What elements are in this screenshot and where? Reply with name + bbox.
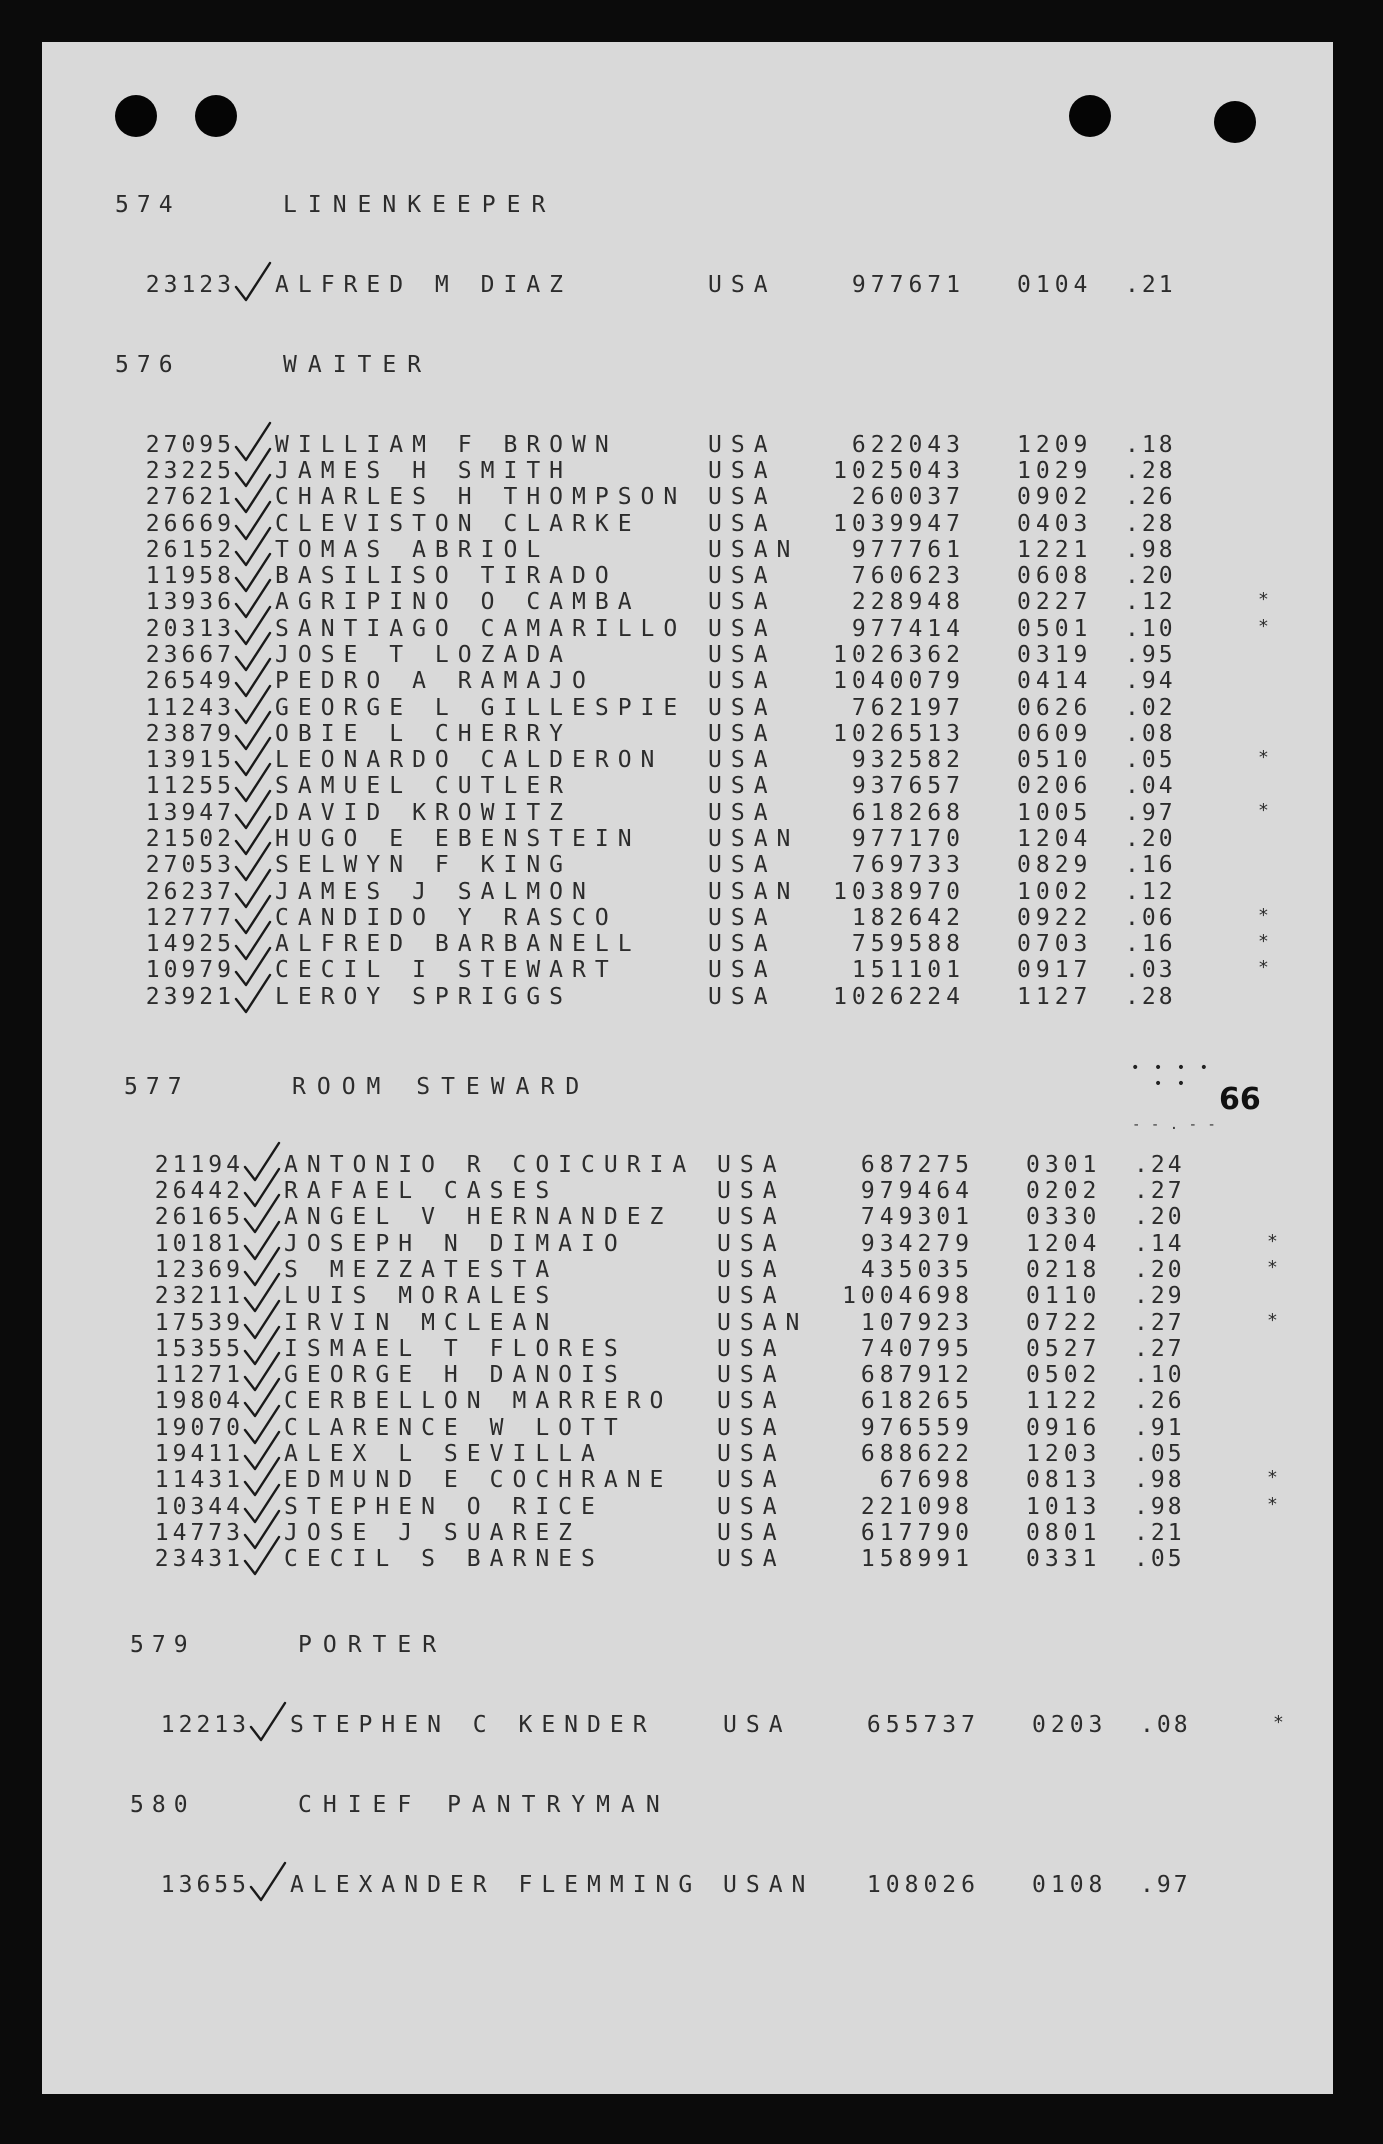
- rate-value: .98: [1134, 1467, 1185, 1493]
- rate-value: .21: [1125, 272, 1176, 298]
- nationality: USA: [708, 931, 777, 957]
- page-mark: 66: [1219, 1082, 1261, 1117]
- date-code: 0202: [1026, 1178, 1102, 1204]
- crew-name: JAMES H SMITH: [275, 458, 573, 484]
- crew-code: 12777: [145, 905, 235, 931]
- crew-name: CECIL I STEWART: [275, 957, 618, 983]
- date-code: 0916: [1026, 1415, 1102, 1441]
- document-number: 749301: [860, 1204, 974, 1230]
- rate-value: .05: [1134, 1546, 1185, 1572]
- date-code: 0331: [1026, 1546, 1102, 1572]
- nationality: USA: [717, 1546, 786, 1572]
- date-code: 1127: [1017, 984, 1093, 1010]
- crew-name: CANDIDO Y RASCO: [275, 905, 618, 931]
- nationality: USAN: [723, 1872, 815, 1898]
- rate-value: .16: [1125, 852, 1176, 878]
- asterisk-mark: *: [1267, 1310, 1278, 1331]
- crew-code: 13655: [160, 1872, 250, 1898]
- nationality: USA: [708, 589, 777, 615]
- rate-value: .26: [1125, 484, 1176, 510]
- crew-code: 11431: [154, 1467, 244, 1493]
- crew-code: 26669: [145, 511, 235, 537]
- rate-value: .12: [1125, 589, 1176, 615]
- nationality: USA: [708, 747, 777, 773]
- nationality: USA: [717, 1415, 786, 1441]
- crew-name: EDMUND E COCHRANE: [284, 1467, 673, 1493]
- document-number: 655737: [866, 1712, 980, 1738]
- pencil-dots: • • • • • •: [1131, 1060, 1212, 1092]
- rate-value: .27: [1134, 1310, 1185, 1336]
- crew-code: 27095: [145, 432, 235, 458]
- rate-value: .04: [1125, 773, 1176, 799]
- rate-value: .24: [1134, 1152, 1185, 1178]
- nationality: USA: [717, 1494, 786, 1520]
- nationality: USA: [708, 984, 777, 1010]
- crew-name: STEPHEN C KENDER: [290, 1712, 656, 1738]
- document-number: 1038970: [833, 879, 965, 905]
- rate-value: .12: [1125, 879, 1176, 905]
- punch-hole: [1214, 101, 1256, 143]
- crew-name: PEDRO A RAMAJO: [275, 668, 595, 694]
- asterisk-mark: *: [1267, 1257, 1278, 1278]
- nationality: USA: [717, 1467, 786, 1493]
- crew-name: S MEZZATESTA: [284, 1257, 559, 1283]
- document-number: 221098: [860, 1494, 974, 1520]
- nationality: USA: [708, 511, 777, 537]
- document-number: 1040079: [833, 668, 965, 694]
- crew-code: 10181: [154, 1231, 244, 1257]
- date-code: 1029: [1017, 458, 1093, 484]
- nationality: USAN: [708, 537, 800, 563]
- rate-value: .98: [1125, 537, 1176, 563]
- crew-name: STEPHEN O RICE: [284, 1494, 604, 1520]
- section-title: WAITER: [283, 352, 433, 378]
- document-number: 151101: [851, 957, 965, 983]
- date-code: 0330: [1026, 1204, 1102, 1230]
- crew-name: SANTIAGO CAMARILLO: [275, 616, 687, 642]
- date-code: 1122: [1026, 1388, 1102, 1414]
- crew-code: 27053: [145, 852, 235, 878]
- nationality: USA: [708, 721, 777, 747]
- nationality: USA: [723, 1712, 792, 1738]
- check-mark-icon: [233, 972, 273, 1016]
- crew-code: 14773: [154, 1520, 244, 1546]
- document-page: [42, 42, 1333, 2094]
- crew-name: TOMAS ABRIOL: [275, 537, 550, 563]
- date-code: 0203: [1032, 1712, 1108, 1738]
- nationality: USA: [708, 957, 777, 983]
- document-number: 1026513: [833, 721, 965, 747]
- asterisk-mark: *: [1258, 905, 1269, 926]
- nationality: USA: [717, 1204, 786, 1230]
- document-number: 108026: [866, 1872, 980, 1898]
- nationality: USA: [708, 484, 777, 510]
- rate-value: .10: [1125, 616, 1176, 642]
- nationality: USA: [717, 1362, 786, 1388]
- document-number: 977170: [851, 826, 965, 852]
- section-title: PORTER: [298, 1632, 448, 1658]
- date-code: 1221: [1017, 537, 1093, 563]
- rate-value: .28: [1125, 511, 1176, 537]
- asterisk-mark: *: [1258, 957, 1269, 978]
- crew-code: 11243: [145, 695, 235, 721]
- date-code: 1204: [1026, 1231, 1102, 1257]
- crew-code: 17539: [154, 1310, 244, 1336]
- date-code: 0403: [1017, 511, 1093, 537]
- crew-code: 12213: [160, 1712, 250, 1738]
- nationality: USA: [717, 1231, 786, 1257]
- rate-value: .08: [1140, 1712, 1191, 1738]
- section-number: 579: [130, 1632, 196, 1658]
- crew-code: 14925: [145, 931, 235, 957]
- document-number: 977671: [851, 272, 965, 298]
- crew-name: ISMAEL T FLORES: [284, 1336, 627, 1362]
- document-number: 228948: [851, 589, 965, 615]
- crew-code: 15355: [154, 1336, 244, 1362]
- rate-value: .06: [1125, 905, 1176, 931]
- crew-code: 11958: [145, 563, 235, 589]
- crew-name: ANTONIO R COICURIA: [284, 1152, 696, 1178]
- crew-code: 11271: [154, 1362, 244, 1388]
- nationality: USA: [708, 905, 777, 931]
- section-number: 580: [130, 1792, 196, 1818]
- document-number: 1039947: [833, 511, 965, 537]
- date-code: 1005: [1017, 800, 1093, 826]
- rate-value: .95: [1125, 642, 1176, 668]
- nationality: USA: [708, 773, 777, 799]
- crew-code: 26549: [145, 668, 235, 694]
- crew-code: 21194: [154, 1152, 244, 1178]
- document-number: 979464: [860, 1178, 974, 1204]
- crew-name: RAFAEL CASES: [284, 1178, 559, 1204]
- crew-code: 12369: [154, 1257, 244, 1283]
- punch-hole: [115, 95, 157, 137]
- crew-code: 13915: [145, 747, 235, 773]
- date-code: 0510: [1017, 747, 1093, 773]
- document-number: 688622: [860, 1441, 974, 1467]
- date-code: 0801: [1026, 1520, 1102, 1546]
- document-number: 1026224: [833, 984, 965, 1010]
- crew-code: 23123: [145, 272, 235, 298]
- document-number: 976559: [860, 1415, 974, 1441]
- crew-code: 26152: [145, 537, 235, 563]
- date-code: 0206: [1017, 773, 1093, 799]
- document-number: 158991: [860, 1546, 974, 1572]
- date-code: 0108: [1032, 1872, 1108, 1898]
- section-number: 576: [115, 352, 181, 378]
- date-code: 0301: [1026, 1152, 1102, 1178]
- asterisk-mark: *: [1267, 1494, 1278, 1515]
- crew-code: 19070: [154, 1415, 244, 1441]
- date-code: 0104: [1017, 272, 1093, 298]
- crew-code: 23431: [154, 1546, 244, 1572]
- nationality: USA: [708, 616, 777, 642]
- date-code: 0502: [1026, 1362, 1102, 1388]
- date-code: 0902: [1017, 484, 1093, 510]
- crew-code: 21502: [145, 826, 235, 852]
- crew-code: 23921: [145, 984, 235, 1010]
- nationality: USA: [717, 1441, 786, 1467]
- section-title: LINENKEEPER: [283, 192, 557, 218]
- asterisk-mark: *: [1267, 1467, 1278, 1488]
- document-number: 977761: [851, 537, 965, 563]
- date-code: 0110: [1026, 1283, 1102, 1309]
- asterisk-mark: *: [1258, 800, 1269, 821]
- date-code: 0227: [1017, 589, 1093, 615]
- date-code: 0414: [1017, 668, 1093, 694]
- rate-value: .08: [1125, 721, 1176, 747]
- crew-name: ALFRED BARBANELL: [275, 931, 641, 957]
- rate-value: .20: [1125, 563, 1176, 589]
- date-code: 0722: [1026, 1310, 1102, 1336]
- crew-name: OBIE L CHERRY: [275, 721, 573, 747]
- rate-value: .18: [1125, 432, 1176, 458]
- crew-name: ALEX L SEVILLA: [284, 1441, 604, 1467]
- check-mark-icon: [248, 1700, 288, 1744]
- crew-code: 27621: [145, 484, 235, 510]
- rate-value: .21: [1134, 1520, 1185, 1546]
- crew-code: 13936: [145, 589, 235, 615]
- nationality: USA: [708, 642, 777, 668]
- date-code: 1203: [1026, 1441, 1102, 1467]
- rate-value: .03: [1125, 957, 1176, 983]
- date-code: 0218: [1026, 1257, 1102, 1283]
- date-code: 0626: [1017, 695, 1093, 721]
- date-code: 0527: [1026, 1336, 1102, 1362]
- nationality: USA: [717, 1152, 786, 1178]
- punch-hole: [195, 95, 237, 137]
- rate-value: .27: [1134, 1336, 1185, 1362]
- date-code: 0917: [1017, 957, 1093, 983]
- crew-name: WILLIAM F BROWN: [275, 432, 618, 458]
- section-number: 577: [124, 1074, 190, 1100]
- rate-value: .02: [1125, 695, 1176, 721]
- rate-value: .05: [1134, 1441, 1185, 1467]
- crew-name: CLARENCE W LOTT: [284, 1415, 627, 1441]
- nationality: USA: [717, 1257, 786, 1283]
- crew-code: 26442: [154, 1178, 244, 1204]
- nationality: USA: [717, 1283, 786, 1309]
- nationality: USA: [708, 852, 777, 878]
- punch-hole: [1069, 95, 1111, 137]
- document-number: 260037: [851, 484, 965, 510]
- crew-name: ALFRED M DIAZ: [275, 272, 573, 298]
- document-number: 977414: [851, 616, 965, 642]
- nationality: USAN: [708, 826, 800, 852]
- nationality: USA: [708, 272, 777, 298]
- document-number: 687912: [860, 1362, 974, 1388]
- nationality: USAN: [717, 1310, 809, 1336]
- crew-name: SAMUEL CUTLER: [275, 773, 573, 799]
- crew-code: 10979: [145, 957, 235, 983]
- document-number: 769733: [851, 852, 965, 878]
- date-code: 0922: [1017, 905, 1093, 931]
- crew-name: LEROY SPRIGGS: [275, 984, 573, 1010]
- document-number: 740795: [860, 1336, 974, 1362]
- crew-name: CLEVISTON CLARKE: [275, 511, 641, 537]
- crew-name: JOSEPH N DIMAIO: [284, 1231, 627, 1257]
- crew-code: 23879: [145, 721, 235, 747]
- crew-name: SELWYN F KING: [275, 852, 573, 878]
- asterisk-mark: *: [1273, 1712, 1284, 1733]
- asterisk-mark: *: [1258, 931, 1269, 952]
- crew-name: IRVIN MCLEAN: [284, 1310, 559, 1336]
- rate-value: .28: [1125, 458, 1176, 484]
- crew-name: JOSE J SUAREZ: [284, 1520, 582, 1546]
- crew-name: ANGEL V HERNANDEZ: [284, 1204, 673, 1230]
- date-code: 1204: [1017, 826, 1093, 852]
- rate-value: .20: [1125, 826, 1176, 852]
- crew-name: ALEXANDER FLEMMING: [290, 1872, 702, 1898]
- crew-name: GEORGE H DANOIS: [284, 1362, 627, 1388]
- nationality: USA: [708, 458, 777, 484]
- rate-value: .91: [1134, 1415, 1185, 1441]
- document-number: 618265: [860, 1388, 974, 1414]
- date-code: 1013: [1026, 1494, 1102, 1520]
- check-mark-icon: [233, 260, 273, 304]
- crew-name: CHARLES H THOMPSON: [275, 484, 687, 510]
- document-number: 1025043: [833, 458, 965, 484]
- nationality: USA: [708, 800, 777, 826]
- crew-name: CECIL S BARNES: [284, 1546, 604, 1572]
- document-number: 182642: [851, 905, 965, 931]
- crew-code: 23225: [145, 458, 235, 484]
- rate-value: .14: [1134, 1231, 1185, 1257]
- section-number: 574: [115, 192, 181, 218]
- document-number: 107923: [860, 1310, 974, 1336]
- nationality: USA: [717, 1336, 786, 1362]
- date-code: 0319: [1017, 642, 1093, 668]
- rate-value: .05: [1125, 747, 1176, 773]
- rate-value: .20: [1134, 1204, 1185, 1230]
- date-code: 0703: [1017, 931, 1093, 957]
- check-mark-icon: [242, 1534, 282, 1578]
- document-number: 762197: [851, 695, 965, 721]
- crew-code: 26165: [154, 1204, 244, 1230]
- document-number: 618268: [851, 800, 965, 826]
- crew-name: GEORGE L GILLESPIE: [275, 695, 687, 721]
- pencil-dash: - - . - -: [1132, 1117, 1217, 1133]
- asterisk-mark: *: [1267, 1231, 1278, 1252]
- check-mark-icon: [248, 1860, 288, 1904]
- document-number: 617790: [860, 1520, 974, 1546]
- nationality: USA: [717, 1178, 786, 1204]
- crew-name: AGRIPINO O CAMBA: [275, 589, 641, 615]
- nationality: USA: [717, 1520, 786, 1546]
- date-code: 0608: [1017, 563, 1093, 589]
- asterisk-mark: *: [1258, 616, 1269, 637]
- rate-value: .28: [1125, 984, 1176, 1010]
- crew-name: LEONARDO CALDERON: [275, 747, 664, 773]
- rate-value: .20: [1134, 1257, 1185, 1283]
- date-code: 0829: [1017, 852, 1093, 878]
- date-code: 0501: [1017, 616, 1093, 642]
- crew-code: 19411: [154, 1441, 244, 1467]
- nationality: USA: [708, 563, 777, 589]
- crew-name: JOSE T LOZADA: [275, 642, 573, 668]
- crew-name: CERBELLON MARRERO: [284, 1388, 673, 1414]
- rate-value: .26: [1134, 1388, 1185, 1414]
- crew-code: 11255: [145, 773, 235, 799]
- nationality: USA: [717, 1388, 786, 1414]
- crew-name: JAMES J SALMON: [275, 879, 595, 905]
- crew-code: 19804: [154, 1388, 244, 1414]
- document-number: 934279: [860, 1231, 974, 1257]
- document-number: 687275: [860, 1152, 974, 1178]
- document-number: 435035: [860, 1257, 974, 1283]
- crew-code: 10344: [154, 1494, 244, 1520]
- document-number: 1026362: [833, 642, 965, 668]
- section-title: ROOM STEWARD: [292, 1074, 591, 1100]
- date-code: 0813: [1026, 1467, 1102, 1493]
- document-number: 622043: [851, 432, 965, 458]
- crew-code: 23211: [154, 1283, 244, 1309]
- crew-name: BASILISO TIRADO: [275, 563, 618, 589]
- nationality: USA: [708, 695, 777, 721]
- document-number: 937657: [851, 773, 965, 799]
- document-number: 67698: [879, 1467, 974, 1493]
- rate-value: .97: [1140, 1872, 1191, 1898]
- nationality: USA: [708, 432, 777, 458]
- nationality: USA: [708, 668, 777, 694]
- crew-name: DAVID KROWITZ: [275, 800, 573, 826]
- date-code: 1209: [1017, 432, 1093, 458]
- crew-name: HUGO E EBENSTEIN: [275, 826, 641, 852]
- rate-value: .27: [1134, 1178, 1185, 1204]
- rate-value: .97: [1125, 800, 1176, 826]
- rate-value: .29: [1134, 1283, 1185, 1309]
- rate-value: .10: [1134, 1362, 1185, 1388]
- rate-value: .94: [1125, 668, 1176, 694]
- rate-value: .16: [1125, 931, 1176, 957]
- crew-code: 23667: [145, 642, 235, 668]
- asterisk-mark: *: [1258, 747, 1269, 768]
- date-code: 0609: [1017, 721, 1093, 747]
- date-code: 1002: [1017, 879, 1093, 905]
- crew-code: 13947: [145, 800, 235, 826]
- section-title: CHIEF PANTRYMAN: [298, 1792, 671, 1818]
- document-number: 932582: [851, 747, 965, 773]
- asterisk-mark: *: [1258, 589, 1269, 610]
- nationality: USAN: [708, 879, 800, 905]
- crew-name: LUIS MORALES: [284, 1283, 559, 1309]
- document-number: 759588: [851, 931, 965, 957]
- rate-value: .98: [1134, 1494, 1185, 1520]
- crew-code: 20313: [145, 616, 235, 642]
- crew-code: 26237: [145, 879, 235, 905]
- document-number: 1004698: [842, 1283, 974, 1309]
- document-number: 760623: [851, 563, 965, 589]
